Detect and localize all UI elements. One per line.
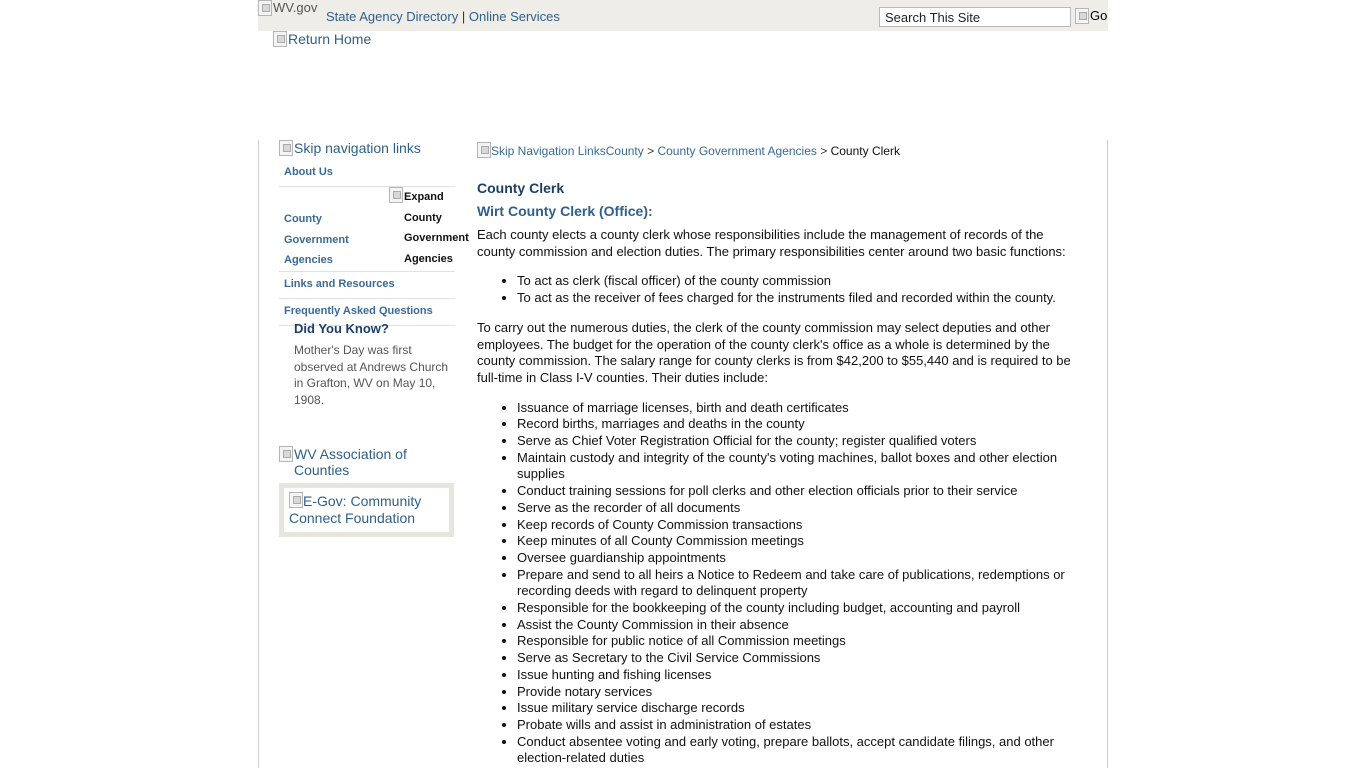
online-services-link[interactable]: Online Services xyxy=(468,9,560,24)
broken-image-icon xyxy=(279,446,293,462)
list-item: • Issuance of marriage licenses, birth and death certificates xyxy=(517,400,1082,417)
list-item: • Responsible for public notice of all Commission meetings xyxy=(517,633,1082,650)
sidebar-item-faq[interactable]: Frequently Asked Questions xyxy=(279,299,455,326)
page-subtitle: Wirt County Clerk (Office): xyxy=(477,203,653,219)
list-item: • Provide notary services xyxy=(517,684,1082,701)
left-border xyxy=(258,140,259,768)
duties-paragraph: To carry out the numerous duties, the clerk of the county commission may select deputies and other employees. The budget for the operation of the county clerk's office as a whole is determined by the county commission. The salary range for county clerks is from $42,200 to $55,440 and is required to be full-time in Class I-V counties. Their duties include: xyxy=(477,319,1071,385)
broken-image-icon xyxy=(258,0,272,16)
duties-list xyxy=(477,400,1082,767)
search-input[interactable] xyxy=(879,7,1071,27)
sidebar-item-about-us[interactable]: About Us xyxy=(279,160,455,187)
list-item: • Maintain custody and integrity of the county's voting machines, ballot boxes and other election supplies xyxy=(517,450,1082,483)
breadcrumb-separator: > xyxy=(647,144,655,158)
breadcrumb-separator: > xyxy=(820,144,828,158)
top-nav xyxy=(326,9,560,24)
state-agency-directory-link[interactable]: State Agency Directory xyxy=(326,9,459,24)
top-bar xyxy=(258,0,1108,31)
wv-association-link[interactable] xyxy=(279,446,459,478)
sidebar-item-label[interactable]: County Government Agencies xyxy=(284,213,349,266)
list-item: • Oversee guardianship appointments xyxy=(517,550,1082,567)
right-border xyxy=(1107,140,1108,768)
list-item: • Serve as the recorder of all documents xyxy=(517,500,1082,517)
broken-image-icon xyxy=(477,142,491,158)
wvgov-alt-text: WV.gov xyxy=(273,0,318,15)
list-item: • Conduct training sessions for poll clerks and other election officials prior to their service xyxy=(517,483,1082,500)
list-item: • Issue hunting and fishing licenses xyxy=(517,667,1082,684)
return-home-link[interactable] xyxy=(273,31,371,47)
list-item: • Responsible for the bookkeeping of the county including budget, accounting and payroll xyxy=(517,600,1082,617)
list-item: • Keep minutes of all County Commission meetings xyxy=(517,533,1082,550)
expand-alt-text: Expand County Government Agencies xyxy=(404,191,469,265)
list-item: • Record births, marriages and deaths in the county xyxy=(517,416,1082,433)
egov-link[interactable] xyxy=(279,483,454,537)
broken-image-icon xyxy=(289,492,303,508)
go-button[interactable] xyxy=(1075,8,1107,24)
breadcrumb-county[interactable]: County xyxy=(605,144,644,158)
sidebar-menu xyxy=(279,160,469,326)
did-you-know-title: Did You Know? xyxy=(294,321,389,336)
breadcrumb-current: County Clerk xyxy=(830,144,900,158)
list-item: • Serve as Chief Voter Registration Official for the county; register qualified voters xyxy=(517,433,1082,450)
wvgov-logo-link[interactable] xyxy=(258,0,317,16)
expand-button[interactable] xyxy=(389,187,469,271)
list-item: • Conduct absentee voting and early voting, prepare ballots, accept candidate filings, and other election-related duties xyxy=(517,734,1082,767)
breadcrumb xyxy=(477,142,900,158)
go-alt-text: Go xyxy=(1090,8,1108,23)
sidebar-item-links-resources[interactable]: Links and Resources xyxy=(279,272,455,299)
breadcrumb-skip-link[interactable]: Skip Navigation Links xyxy=(491,144,606,158)
return-home-alt-text: Return Home xyxy=(288,31,372,47)
list-item: • To act as clerk (fiscal officer) of the county commission xyxy=(517,273,1082,290)
list-item: • Probate wills and assist in administration of estates xyxy=(517,717,1082,734)
breadcrumb-agencies[interactable]: County Government Agencies xyxy=(657,144,817,158)
functions-list xyxy=(477,273,1082,306)
intro-paragraph: Each county elects a county clerk whose responsibilities include the management of records of the county commission and election duties. The primary responsibilities center around two basic functions: xyxy=(477,227,1066,259)
did-you-know-text: Mother's Day was first observed at Andrews Church in Grafton, WV on May 10, 1908. xyxy=(294,343,449,407)
egov-alt-text: E-Gov: Community Connect Foundation xyxy=(289,493,422,526)
page-title: County Clerk xyxy=(477,180,565,196)
skip-navigation-link[interactable] xyxy=(279,140,421,156)
broken-image-icon xyxy=(279,140,293,156)
list-item: • Prepare and send to all heirs a Notice to Redeem and take care of publications, redemptions or recording deeds with regard to delinquent property xyxy=(517,567,1082,600)
list-item: • Serve as Secretary to the Civil Service Commissions xyxy=(517,650,1082,667)
broken-image-icon xyxy=(273,31,287,47)
wv-association-alt-text: WV Association of Counties xyxy=(294,446,407,478)
article-body xyxy=(477,227,1082,767)
skip-nav-alt-text: Skip navigation links xyxy=(294,140,421,156)
sidebar-item-county-government-agencies[interactable] xyxy=(279,187,469,272)
nav-separator: | xyxy=(461,9,466,24)
broken-image-icon xyxy=(389,187,403,203)
broken-image-icon xyxy=(1075,8,1089,24)
list-item: • Issue military service discharge records xyxy=(517,700,1082,717)
list-item: • Keep records of County Commission transactions xyxy=(517,517,1082,534)
list-item: • To act as the receiver of fees charged for the instruments filed and recorded within the county. xyxy=(517,290,1082,307)
did-you-know-box xyxy=(294,321,449,408)
list-item: • Assist the County Commission in their absence xyxy=(517,617,1082,634)
